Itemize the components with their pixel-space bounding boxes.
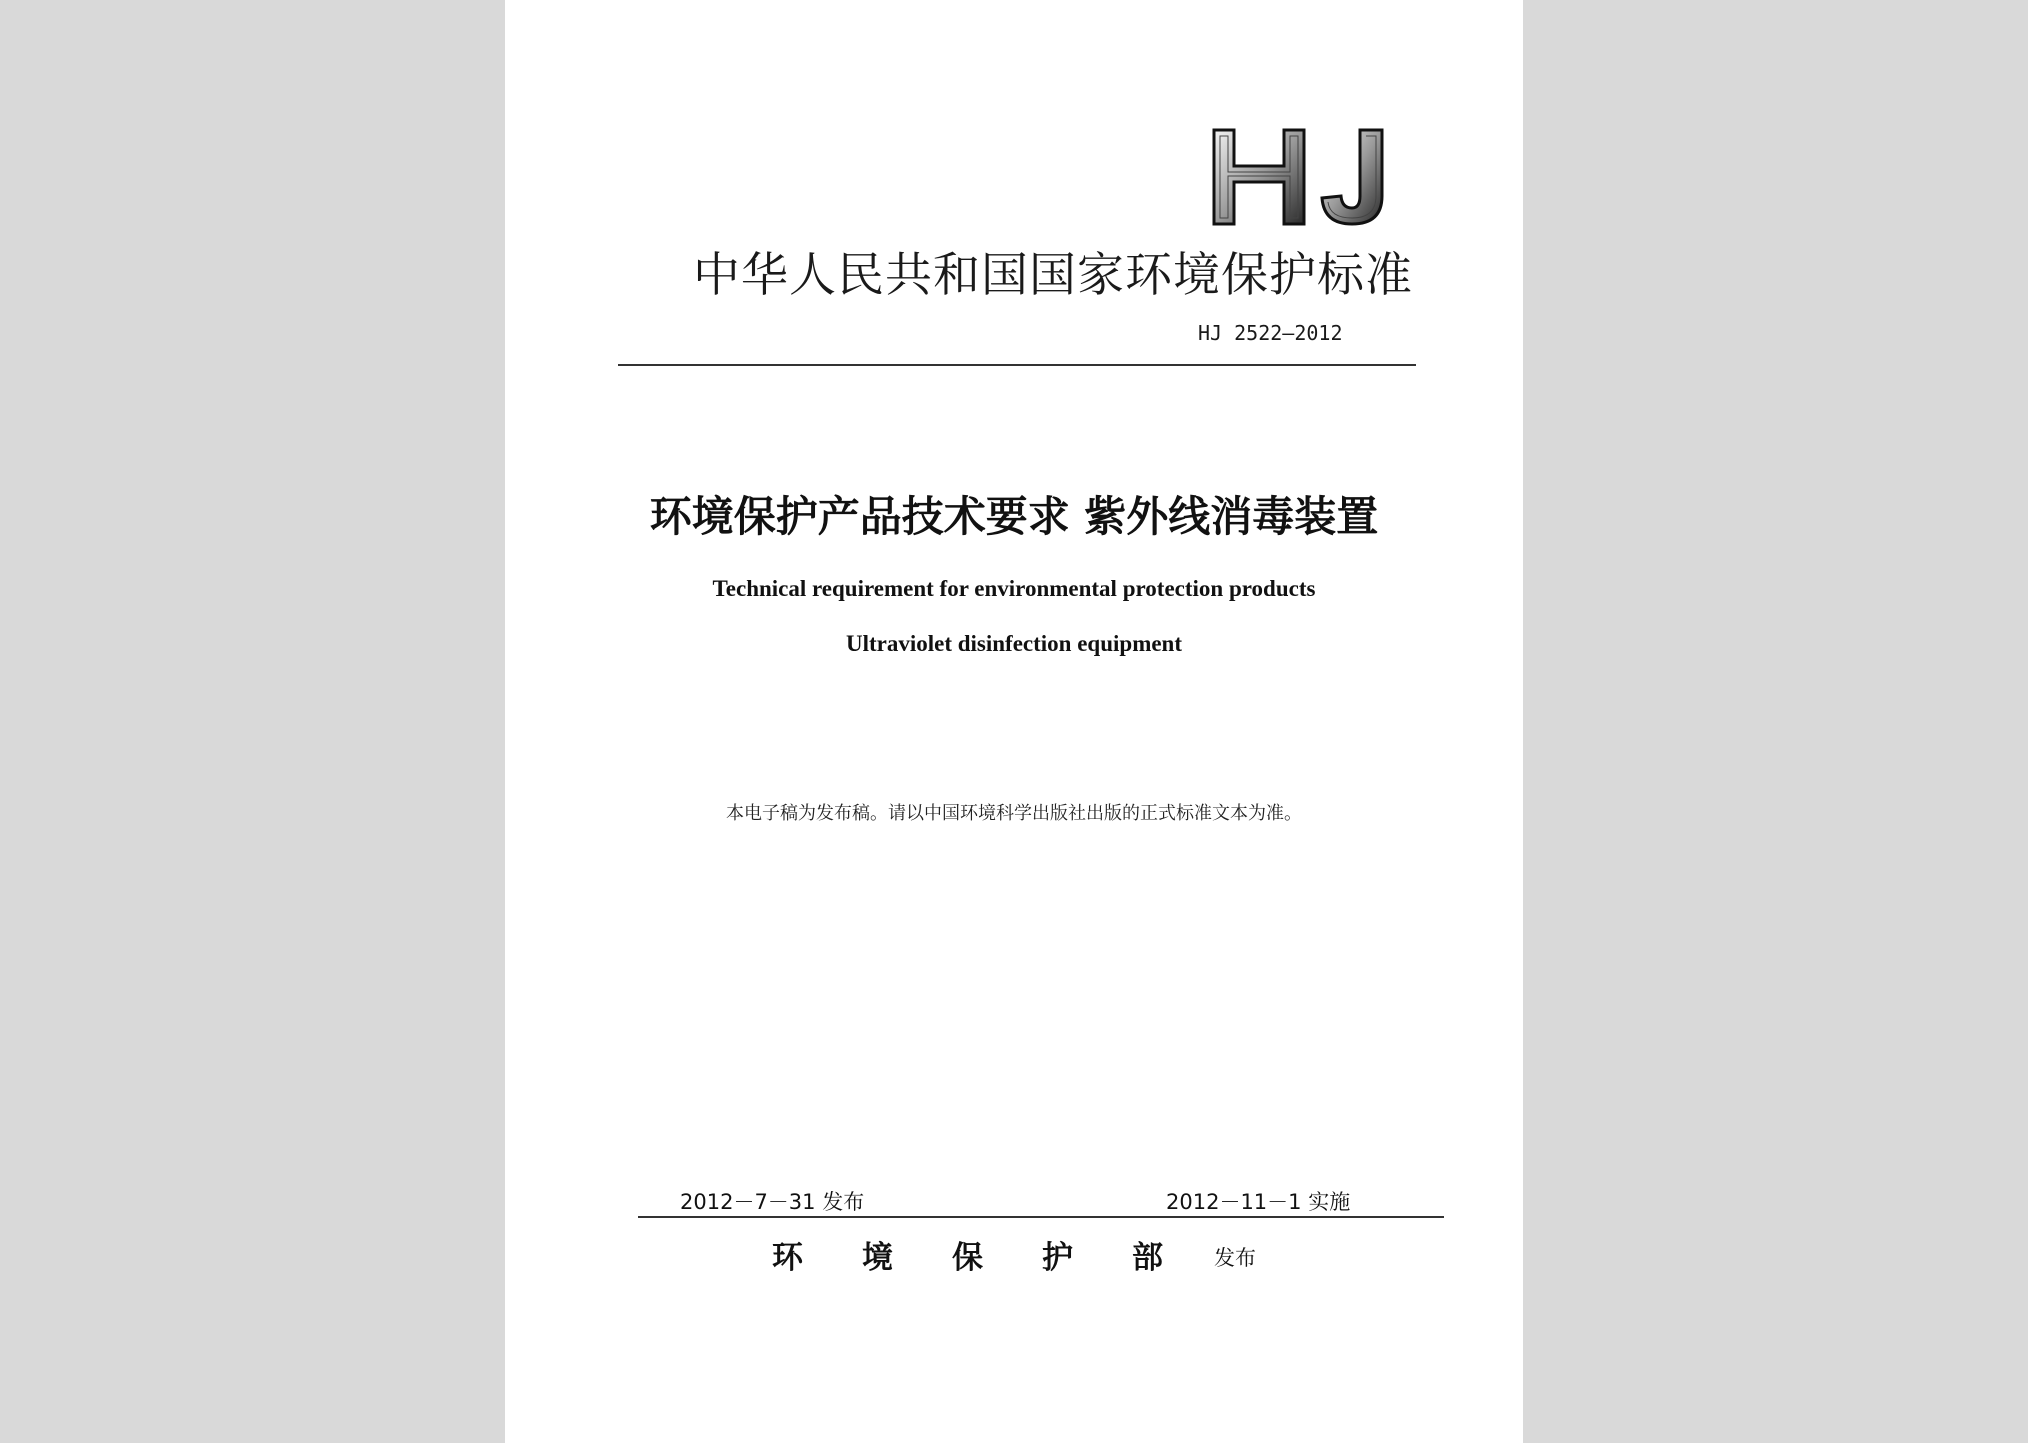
implementation-date: 2012－11－1 实施 (1166, 1190, 1351, 1214)
issuer-title-text: 中华人民共和国国家环境保护标准 (693, 248, 1413, 303)
document-title-english-line1: Technical requirement for environmental protection products (712, 576, 1316, 601)
release-notice: 本电子稿为发布稿。请以中国环境科学出版社出版的正式标准文本为准。 (726, 803, 1302, 824)
issuer-name: 环境保护部 (772, 1240, 1222, 1276)
issuer-title (505, 238, 1523, 305)
footer-divider (638, 1216, 1444, 1218)
standard-code: HJ 2522—2012 (1198, 321, 1343, 345)
issue-date: 2012－7－31 发布 (680, 1190, 865, 1214)
document-title-english-line2: Ultraviolet disinfection equipment (845, 631, 1183, 656)
document-title-chinese: 环境保护产品技术要求 紫外线消毒装置 (649, 492, 1379, 541)
issuer-suffix: 发布 (1214, 1246, 1256, 1270)
header-divider (618, 364, 1416, 366)
hj-logo (1210, 126, 1396, 228)
document-page (505, 0, 1523, 1443)
